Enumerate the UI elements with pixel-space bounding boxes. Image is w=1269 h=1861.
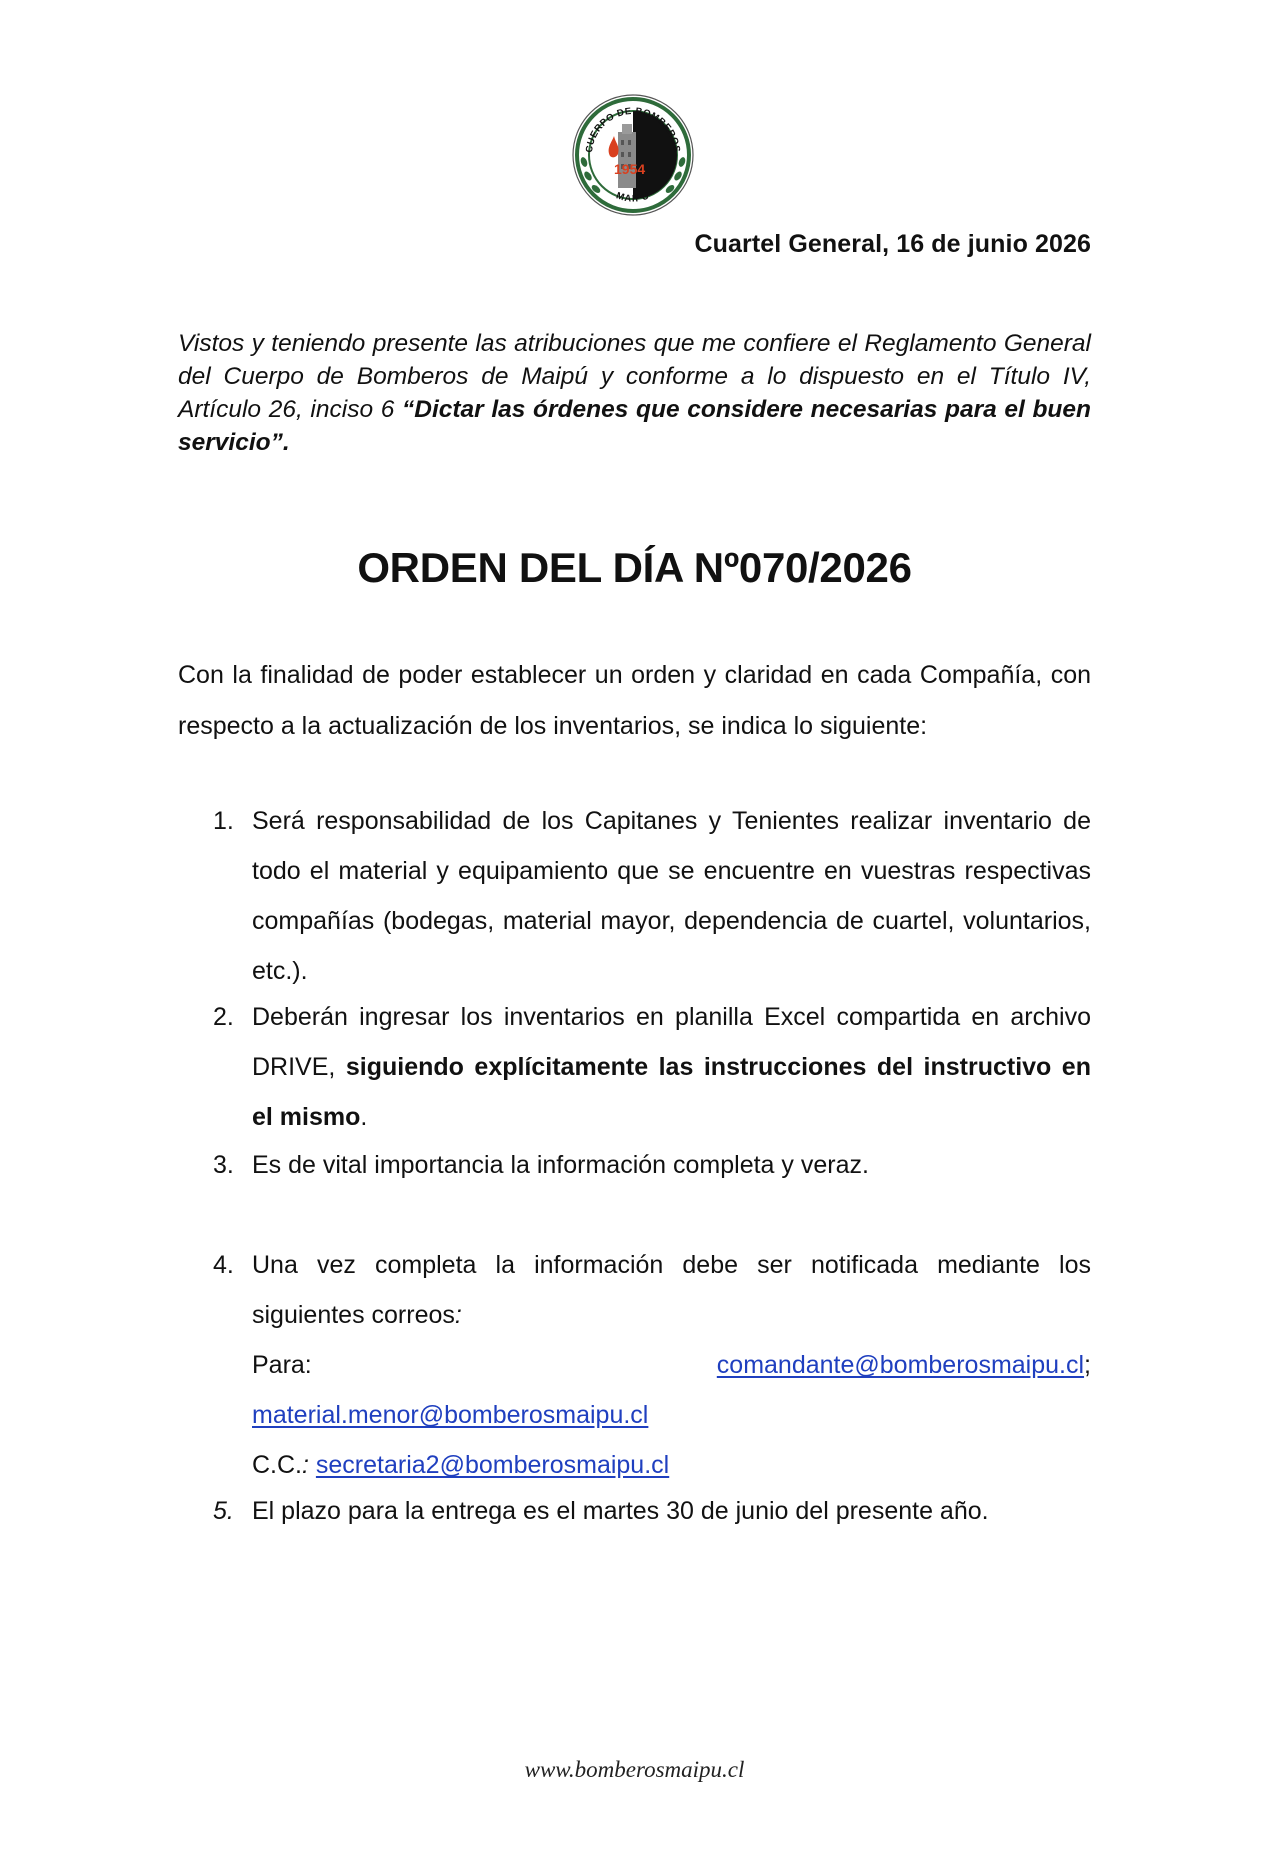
item-text: Es de vital importancia la información completa y veraz. — [252, 1151, 869, 1179]
date-line: Cuartel General, 16 de junio 2026 — [694, 230, 1091, 258]
list-item-3 — [213, 1140, 1091, 1190]
list-item-5 — [213, 1486, 1091, 1536]
preamble — [178, 327, 1091, 459]
footer-website: www.bomberosmaipu.cl — [524, 1757, 745, 1782]
email-link-comandante[interactable]: comandante@bomberosmaipu.cl — [716, 1351, 1085, 1379]
intro-paragraph: Con la finalidad de poder establecer un orden y claridad en cada Compañía, con respecto a la actualización de los inventarios, se indica lo siguiente: — [178, 661, 1091, 740]
item-number: 5. — [213, 1497, 234, 1525]
item-text-bold: siguiendo explícitamente las instrucciones del instructivo en el mismo — [252, 1053, 1091, 1131]
item-text: El plazo para la entrega es el martes 30 de junio del presente año. — [252, 1497, 989, 1525]
page-title: ORDEN DEL DÍA Nº070/2026 — [357, 544, 912, 591]
recipients-line — [252, 1340, 1091, 1440]
fire-department-logo — [570, 92, 696, 218]
item-number: 2. — [213, 1003, 234, 1031]
email-link-material-menor[interactable]: material.menor@bomberosmaipu.cl — [252, 1401, 649, 1429]
list-item-4 — [213, 1240, 1091, 1490]
item-text-main: Una vez completa la información debe ser notificada mediante los siguientes correos — [252, 1251, 1091, 1329]
to-label: Para: — [252, 1351, 717, 1379]
item-text-main: Deberán ingresar los inventarios en planilla Excel compartida en archivo DRIVE, — [252, 1003, 1091, 1081]
item-number: 4. — [213, 1251, 234, 1279]
cc-line — [252, 1440, 1091, 1490]
item-text — [252, 992, 1091, 1142]
item-text: Será responsabilidad de los Capitanes y Tenientes realizar inventario de todo el material y equipamiento que se encuentre en vuestras respectivas compañías (bodegas, material mayor, dependencia de cuartel, voluntarios, etc.). — [252, 807, 1091, 985]
list-item-2 — [213, 992, 1091, 1142]
list-item-1 — [213, 796, 1091, 996]
preamble-quote: “Dictar las órdenes que considere necesarias para el buen servicio”. — [178, 396, 1091, 456]
item-text — [252, 1240, 1091, 1490]
logo-emblem-icon — [570, 92, 696, 218]
email-link-secretaria[interactable]: secretaria2@bomberosmaipu.cl — [315, 1451, 670, 1479]
cc-colon: : — [302, 1451, 309, 1479]
item-number: 3. — [213, 1151, 234, 1179]
svg-text:MAIPU: MAIPU — [614, 190, 652, 205]
email-separator: ; — [1084, 1351, 1091, 1379]
svg-text:CUERPO DE BOMBEROS: CUERPO DE BOMBEROS — [583, 105, 683, 154]
item-colon: : — [454, 1301, 462, 1329]
cc-label: C.C. — [252, 1451, 302, 1479]
svg-text:1954: 1954 — [614, 161, 646, 177]
preamble-text: Vistos y teniendo presente las atribuciones que me confiere el Reglamento General del Cuerpo de Bomberos de Maipú y conforme a lo dispuesto en el Título IV, Artículo 26, inciso 6 — [178, 330, 1091, 423]
item-text-tail: . — [360, 1103, 368, 1131]
item-number: 1. — [213, 807, 234, 835]
